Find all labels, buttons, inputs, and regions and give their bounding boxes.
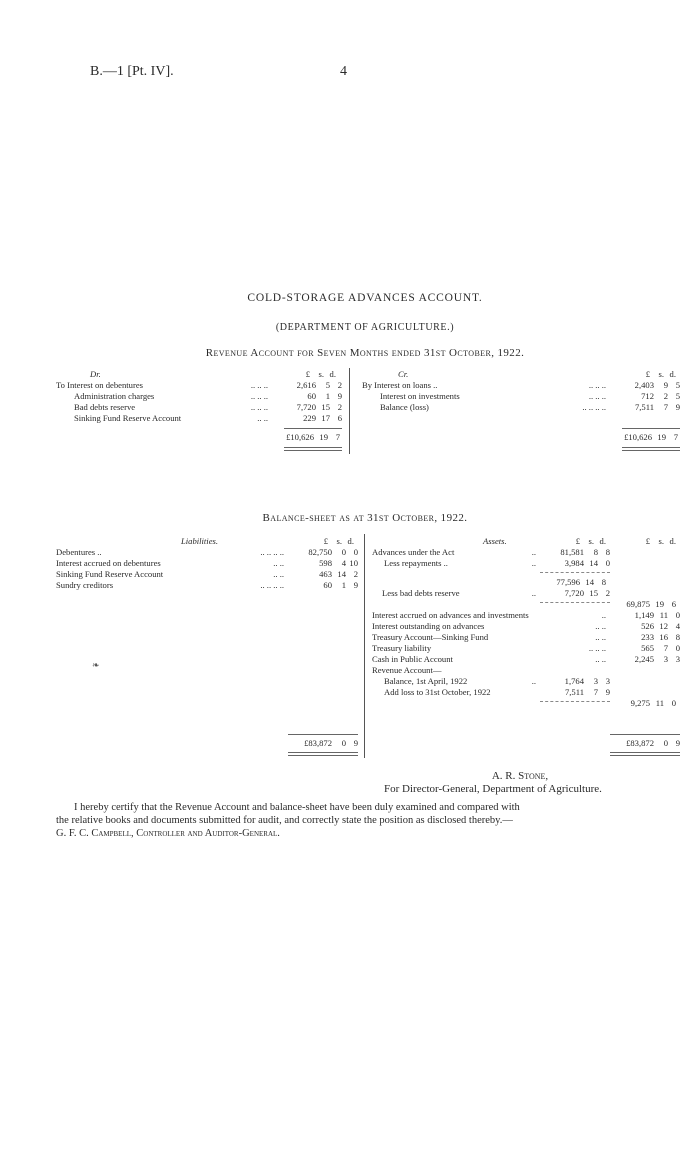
shillings: 14	[589, 558, 598, 568]
pounds: 2,616	[296, 380, 316, 390]
pounds: 7,511	[634, 402, 654, 412]
shillings: 0	[663, 738, 668, 748]
bad-debts-row	[382, 588, 610, 598]
revenue-account-total	[610, 698, 680, 708]
pence: 0	[671, 698, 676, 708]
liabilities-total-rule	[288, 734, 358, 735]
pounds: 60	[307, 391, 316, 401]
leader-dots: ..	[531, 676, 536, 686]
pence-header: d.	[329, 369, 336, 379]
pounds: 1,149	[634, 610, 654, 620]
ink-mark-icon: ❧	[92, 660, 100, 670]
signatory-name: A. R. Stone,	[491, 770, 549, 782]
net-advances-rule	[540, 602, 610, 603]
asset-row	[372, 610, 680, 620]
pounds: 565	[641, 643, 654, 653]
shillings: 1	[341, 580, 346, 590]
dr-column-headers	[270, 369, 340, 379]
row-label: Treasury liability	[372, 643, 432, 653]
shillings: 11	[659, 610, 668, 620]
row-label: Administration charges	[74, 391, 155, 401]
pence: 0	[675, 610, 680, 620]
shillings-header: s.	[658, 369, 664, 379]
row-label: Cash in Public Account	[372, 654, 453, 664]
pounds: £83,872	[304, 738, 332, 748]
balance-sheet-heading: Balance-sheet as at 31st October, 1922.	[262, 512, 468, 524]
pence: 9	[675, 402, 680, 412]
row-label: Sinking Fund Reserve Account	[56, 569, 164, 579]
leader-dots: .. .. .. ..	[582, 402, 606, 412]
pounds: 81,581	[560, 547, 584, 557]
advances-row	[372, 547, 610, 557]
net-advances-row	[610, 599, 680, 609]
row-label: Debentures ..	[56, 547, 102, 557]
subtotal-rule	[540, 572, 610, 573]
pence-header: d.	[669, 536, 676, 546]
shillings: 19	[655, 599, 664, 609]
certificate-line-1: I hereby certify that the Revenue Account and balance-sheet have been duly examined and compared with	[74, 802, 520, 813]
shillings: 19	[319, 432, 328, 442]
leader-dots: .. ..	[595, 654, 606, 664]
pence: 5	[675, 380, 680, 390]
leader-dots: ..	[531, 588, 536, 598]
revenue-account-label: Revenue Account—	[372, 665, 442, 675]
assets-double-rule	[610, 752, 680, 753]
cr-column-headers	[610, 369, 680, 379]
shillings: 0	[341, 547, 346, 557]
pounds: £10,626	[624, 432, 652, 442]
shillings: 1	[325, 391, 330, 401]
row-label: Sinking Fund Reserve Account	[74, 413, 182, 423]
pounds: 526	[641, 621, 654, 631]
leader-dots: .. .. ..	[588, 380, 606, 390]
revenue-dr-row	[74, 413, 342, 423]
shillings: 3	[593, 676, 598, 686]
row-label: Less bad debts reserve	[382, 588, 460, 598]
row-label: Sundry creditors	[56, 580, 114, 590]
document-title: COLD-STORAGE ADVANCES ACCOUNT.	[247, 292, 483, 304]
asset-row	[372, 643, 680, 653]
leader-dots: ..	[531, 547, 536, 557]
liabilities-double-rule	[288, 752, 358, 753]
shillings: 5	[325, 380, 330, 390]
pounds: 463	[319, 569, 332, 579]
document-subtitle: (DEPARTMENT OF AGRICULTURE.)	[275, 322, 455, 333]
pence: 6	[337, 413, 342, 423]
assets-label: Assets.	[483, 536, 507, 546]
pence: 0	[353, 547, 358, 557]
shillings-header: s.	[658, 536, 664, 546]
pence: 9	[353, 580, 358, 590]
pence: 9	[605, 687, 610, 697]
less-repayments-row	[384, 558, 610, 568]
revenue-cr-total	[606, 432, 680, 442]
assets-total-rule	[610, 734, 680, 735]
shillings: 11	[655, 698, 664, 708]
certificate-line-2: the relative books and documents submitted for audit, and correctly state the position as disclosed thereby.—	[56, 815, 513, 826]
pounds: £10,626	[286, 432, 314, 442]
assets-total	[600, 738, 680, 748]
pence: 8	[675, 632, 680, 642]
assets-inner-column-headers	[540, 536, 610, 546]
pence: 8	[605, 547, 610, 557]
liability-row	[56, 580, 358, 590]
pence: 3	[675, 654, 680, 664]
pence: 2	[337, 402, 342, 412]
row-label: Less repayments ..	[384, 558, 448, 568]
asset-row	[372, 654, 680, 664]
dr-double-rule	[284, 450, 342, 451]
liability-row	[56, 547, 358, 557]
advances-subtotal-row	[540, 577, 610, 587]
pence: 6	[671, 599, 676, 609]
revenue-loss-row	[384, 687, 610, 697]
row-label: Advances under the Act	[372, 547, 455, 557]
revenue-dr-row	[56, 380, 342, 390]
shillings: 19	[657, 432, 666, 442]
row-label: Interest accrued on debentures	[56, 558, 161, 568]
shillings: 16	[659, 632, 668, 642]
cr-total-rule	[622, 428, 680, 429]
shillings: 8	[593, 547, 598, 557]
shillings: 3	[663, 654, 668, 664]
leader-dots: .. ..	[257, 413, 268, 423]
pounds: 2,245	[634, 654, 654, 664]
pounds: 712	[641, 391, 654, 401]
revenue-balance-row	[384, 676, 610, 686]
page-number: 4	[340, 64, 347, 79]
shillings: 7	[593, 687, 598, 697]
leader-dots: .. .. ..	[250, 402, 268, 412]
page-reference: B.—1 [Pt. IV].	[90, 64, 174, 79]
row-label: Treasury Account—Sinking Fund	[372, 632, 489, 642]
shillings-header: s.	[318, 369, 324, 379]
leader-dots: .. ..	[273, 558, 284, 568]
pence: 4	[675, 621, 680, 631]
pence: 3	[605, 676, 610, 686]
asset-row	[372, 632, 680, 642]
shillings: 9	[663, 380, 668, 390]
pence: 9	[353, 738, 358, 748]
pence: 9	[675, 738, 680, 748]
pence: 0	[675, 643, 680, 653]
certificate-line-3: G. F. C. Campbell, Controller and Auditor-General.	[56, 828, 280, 839]
leader-dots: .. .. ..	[250, 380, 268, 390]
liability-row	[56, 569, 358, 579]
pence: 5	[675, 391, 680, 401]
revenue-dr-row	[74, 402, 342, 412]
pounds: 77,596	[556, 577, 580, 587]
cr-double-rule	[622, 447, 680, 448]
signatory-title: For Director-General, Department of Agriculture.	[384, 783, 602, 795]
shillings-header: s.	[588, 536, 594, 546]
column-divider	[364, 534, 365, 758]
leader-dots: .. .. .. ..	[260, 580, 284, 590]
pounds: 598	[319, 558, 332, 568]
shillings: 14	[337, 569, 346, 579]
shillings: 2	[663, 391, 668, 401]
liability-row	[56, 558, 358, 568]
row-label: Balance, 1st April, 1922	[384, 676, 468, 686]
pence: 0	[605, 558, 610, 568]
row-label: Interest accrued on advances and investments	[372, 610, 529, 620]
shillings: 15	[321, 402, 330, 412]
pound-header: £	[323, 536, 328, 546]
pounds: £83,872	[626, 738, 654, 748]
liabilities-label: Liabilities.	[181, 536, 219, 546]
pence: 10	[349, 558, 358, 568]
revenue-cr-row	[362, 380, 680, 390]
pence-header: d.	[669, 369, 676, 379]
row-label: Interest on investments	[380, 391, 460, 401]
pound-header: £	[575, 536, 580, 546]
shillings: 7	[663, 643, 668, 653]
revenue-account-heading: Revenue Account for Seven Months ended 31st October, 1922.	[205, 347, 525, 359]
column-divider	[349, 368, 350, 454]
row-label: Balance (loss)	[380, 402, 429, 412]
leader-dots: .. .. ..	[588, 391, 606, 401]
pound-header: £	[305, 369, 310, 379]
pounds: 9,275	[630, 698, 650, 708]
pence: 7	[673, 432, 678, 442]
row-label: To Interest on debentures	[56, 380, 143, 390]
revenue-cr-row	[380, 391, 680, 401]
pence: 9	[337, 391, 342, 401]
pounds: 7,720	[564, 588, 584, 598]
pounds: 82,750	[308, 547, 332, 557]
pounds: 7,511	[564, 687, 584, 697]
pounds: 69,875	[626, 599, 650, 609]
row-label: By Interest on loans ..	[362, 380, 438, 390]
pence-header: d.	[599, 536, 606, 546]
leader-dots: .. ..	[595, 632, 606, 642]
leader-dots: .. .. ..	[250, 391, 268, 401]
shillings: 14	[585, 577, 594, 587]
shillings: 12	[659, 621, 668, 631]
pence: 7	[335, 432, 340, 442]
revenue-cr-row	[380, 402, 680, 412]
leader-dots: .. .. ..	[588, 643, 606, 653]
pounds: 2,403	[634, 380, 654, 390]
pounds: 1,764	[564, 676, 584, 686]
pence-header: d.	[347, 536, 354, 546]
shillings: 4	[341, 558, 346, 568]
revenue-subtotal-rule	[540, 701, 610, 702]
pence: 2	[353, 569, 358, 579]
liabilities-total	[278, 738, 358, 748]
pound-header: £	[645, 536, 650, 546]
shillings: 7	[663, 402, 668, 412]
leader-dots: ..	[531, 558, 536, 568]
row-label: Add loss to 31st October, 1922	[384, 687, 491, 697]
dr-total-rule	[284, 428, 342, 429]
pounds: 3,984	[564, 558, 584, 568]
shillings-header: s.	[336, 536, 342, 546]
row-label: Interest outstanding on advances	[372, 621, 485, 631]
cr-label: Cr.	[398, 369, 409, 379]
dr-label: Dr.	[90, 369, 101, 379]
leader-dots: .. ..	[595, 621, 606, 631]
liabilities-column-headers	[288, 536, 358, 546]
assets-double-rule	[610, 755, 680, 756]
dr-double-rule	[284, 447, 342, 448]
pence: 2	[337, 380, 342, 390]
pounds: 233	[641, 632, 654, 642]
liabilities-double-rule	[288, 755, 358, 756]
revenue-dr-total	[270, 432, 342, 442]
assets-outer-column-headers	[610, 536, 680, 546]
cr-double-rule	[622, 450, 680, 451]
pounds: 7,720	[296, 402, 316, 412]
pence: 2	[605, 588, 610, 598]
pound-header: £	[645, 369, 650, 379]
pounds: 60	[323, 580, 332, 590]
shillings: 17	[321, 413, 330, 423]
leader-dots: .. ..	[273, 569, 284, 579]
pounds: 229	[303, 413, 316, 423]
shillings: 0	[341, 738, 346, 748]
leader-dots: ..	[601, 610, 606, 620]
asset-row	[372, 621, 680, 631]
pence: 8	[601, 577, 606, 587]
row-label: Bad debts reserve	[74, 402, 136, 412]
leader-dots: .. .. .. ..	[260, 547, 284, 557]
revenue-dr-row	[74, 391, 342, 401]
shillings: 15	[589, 588, 598, 598]
